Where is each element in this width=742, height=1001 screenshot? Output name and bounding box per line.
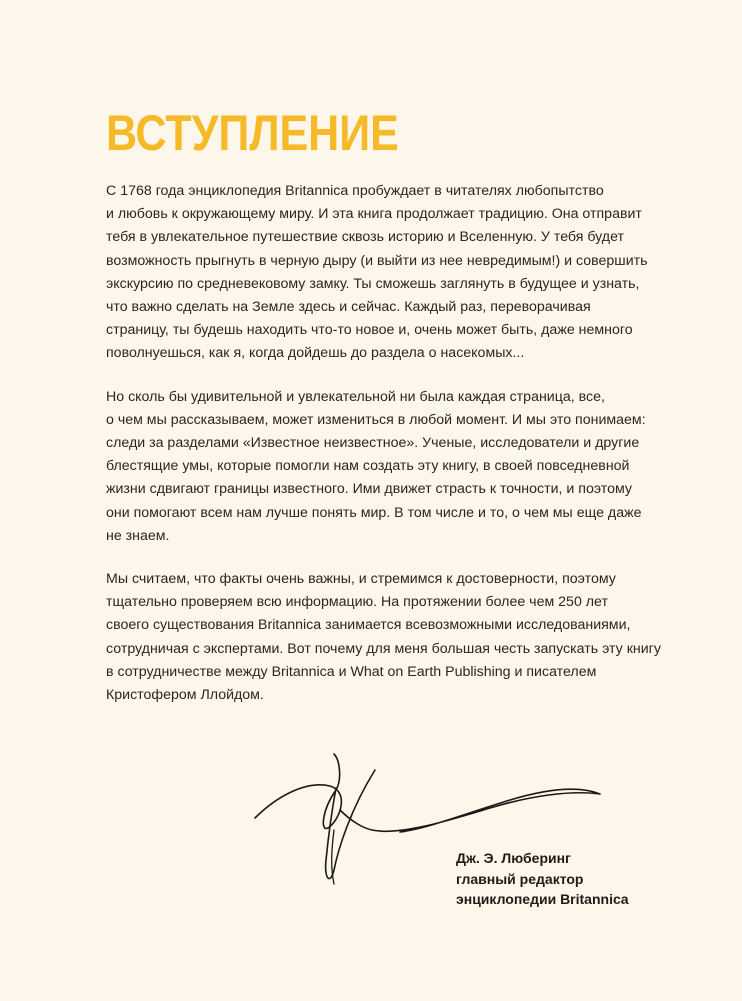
- text-line: что важно сделать на Земле здесь и сейчас. Каждый раз, переворачивая: [106, 299, 591, 316]
- text-line: в сотрудничестве между Britannica и What on Earth Publishing и писателем: [106, 663, 597, 680]
- text-line: о чем мы рассказываем, может измениться в любой момент. И мы это понимаем:: [106, 411, 646, 428]
- text-line: блестящие умы, которые помогли нам создать эту книгу, в своей повседневной: [106, 458, 630, 475]
- paragraph-1: [106, 180, 646, 366]
- text-line: своего существования Britannica занимается всевозможными исследованиями,: [106, 617, 631, 634]
- text-line: поволнуешься, как я, когда дойдешь до раздела о насекомых...: [106, 345, 525, 362]
- signature-credit: [456, 848, 629, 910]
- intro-text: [106, 180, 661, 727]
- author-position: главный редактор: [456, 870, 584, 887]
- text-line: Но сколь бы удивительной и увлекательной ни была каждая страница, все,: [106, 388, 605, 405]
- author-name: Дж. Э. Люберинг: [456, 850, 571, 866]
- paragraph-3: [106, 568, 661, 707]
- paragraph-2: [106, 386, 646, 548]
- text-line: и любовь к окружающему миру. И эта книга продолжает традицию. Она отправит: [106, 206, 642, 223]
- text-line: сотрудничая с экспертами. Вот почему для меня большая честь запускать эту книгу: [106, 640, 661, 657]
- text-line: тебя в увлекательное путешествие сквозь историю и Вселенную. У тебя будет: [106, 229, 624, 246]
- text-line: С 1768 года энциклопедия Britannica пробуждает в читателях любопытство: [106, 183, 604, 199]
- text-line: экскурсию по средневековому замку. Ты сможешь заглянуть в будущее и узнать,: [106, 275, 640, 292]
- text-line: жизни сдвигают границы известного. Ими движет страсть к точности, и поэтому: [106, 481, 633, 498]
- text-line: не знаем.: [106, 527, 170, 544]
- text-line: Мы считаем, что факты очень важны, и стремимся к достоверности, поэтому: [106, 571, 616, 588]
- text-line: тщательно проверяем всю информацию. На протяжении более чем 250 лет: [106, 594, 608, 611]
- text-line: возможность прыгнуть в черную дыру (и выйти из нее невредимым!) и совершить: [106, 252, 648, 269]
- text-line: они помогают всем нам лучше понять мир. В том числе и то, о чем мы еще даже: [106, 504, 642, 521]
- page-title: ВСТУПЛЕНИЕ: [106, 105, 399, 161]
- text-line: Кристофером Ллойдом.: [106, 687, 264, 704]
- author-organization: энциклопедии Britannica: [456, 891, 629, 907]
- text-line: следи за разделами «Известное неизвестное». Ученые, исследователи и другие: [106, 435, 640, 452]
- text-line: страницу, ты будешь находить что-то новое и, очень может быть, даже немного: [106, 322, 633, 339]
